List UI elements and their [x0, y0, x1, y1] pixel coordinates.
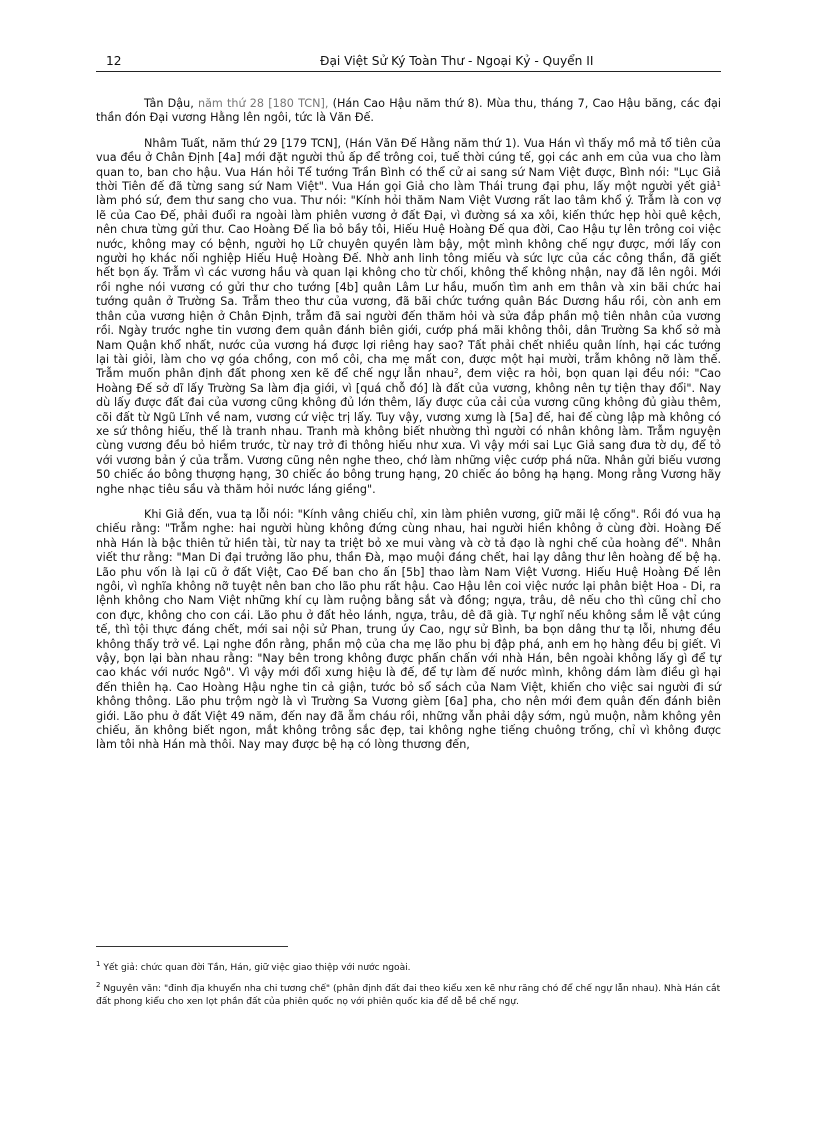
p1-text-a: Tân Dậu, — [144, 97, 198, 110]
paragraph-1 — [96, 97, 721, 126]
footnote-2-mark: 2 — [96, 981, 101, 990]
footnote-1-text: Yết giả: chức quan đời Tần, Hán, giữ việc giao thiệp với nước ngoài. — [100, 963, 411, 973]
p1-year-note: năm thứ 28 [180 TCN], — [197, 97, 329, 110]
footnote-ref-1[interactable]: 1 — [716, 180, 721, 189]
p2-text-b: làm phó sứ, đem thư sang cho vua. Thư nói: "Kính hỏi thăm Nam Việt Vương rất lao tâm khổ ý. Trẫm là con vợ lẽ của Cao Đế, phải đuổi ra ngoài làm phiên vương ở đất Đại, vì đường sá xa xôi, kiến thức hẹp hòi quê kệch, nên chưa từng gửi thư. Cao Hoàng Đế lìa bỏ bầy tôi, Hiếu Huệ Hoàng Đế qua đời, Cao Hậu tự lên trông coi việc nước, không may có bệnh, người họ Lữ chuyên quyền làm bậy, một mình không chế ngự được, mới lấy con người họ khác nối nghiệp Hiếu Huệ Hoàng Đế. Nhờ anh linh tông miếu và sức lực của các công thần, đã giết hết bọn ấy. Trẫm vì các vương hầu và quan lại không cho từ chối, không thể không nhận, nay đã lên ngôi. Mới rồi nghe nói vương có gửi thư cho tướng [4b] quân Lâm Lư hầu, muốn tìm anh em thân và xin bãi chức hai tướng quân ở Trường Sa. Trẫm theo thư của vương, đã bãi chức tướng quân Bác Dương hầu rồi, còn anh em thân của vương hiện ở Chân Định, trẫm đã sai người đến thăm hỏi và sửa đắp phần mộ tiên nhân của vương rồi. Ngày trước nghe tin vương đem quân đánh biên giới, cướp phá mãi không thôi, dân Trường Sa khổ sở mà Nam Quận khổ nhất, nước của vương há được lợi riêng hay sao? Tất phải chết nhiều quân lính, hại các tướng lại tài giỏi, làm cho vợ góa chồng, con mồ côi, cha mẹ mất con, được một hại mười, trẫm không nỡ làm thế. Trẫm muốn phân định đất phong xen kẽ để chế ngự lẫn nhau — [96, 194, 721, 381]
footnote-2-text: Nguyên văn: "đinh địa khuyển nha chi tương chế" (phân định đất đai theo kiểu xen kẽ như răng chó để chế ngự lẫn nhau). Nhà Hán cắt đất phong kiểu cho xen lọt phần đất của phiên quốc nọ với phiên quốc kia để dễ bề chế ngự. — [96, 984, 721, 1007]
footnote-1 — [96, 962, 721, 974]
body-text — [96, 97, 721, 764]
footnote-1-mark: 1 — [96, 960, 101, 968]
footnote-ref-2[interactable]: 2 — [453, 367, 459, 376]
footnote-divider — [96, 946, 288, 947]
running-title: Đại Việt Sử Ký Toàn Thư - Ngoại Kỷ - Quyển II — [320, 54, 594, 68]
p2-text-c: , đem việc ra hỏi, bọn quan lại đều nói: "Cao Hoàng Đế sở dĩ lấy Trường Sa làm địa giới, vì [quá chỗ đó] là đất của vương, không nên tự tiện thay đổi". Nay dù lấy được đất đai của vương cũng không đủ lớn thêm, lấy được của cải của vương cũng không đủ giàu thêm, cõi đất từ Ngũ Lĩnh về nam, vương cứ việc trị lấy. Tuy vậy, vương xưng là [5a] đế, hai đế cùng lập mà không có xe sứ thông hiếu, thế là tranh nhau. Tranh mà không biết nhường thì người có nhân không làm. Trẫm nguyện cùng vương đều bỏ hiềm trước, từ nay trở đi thông hiếu như xưa. Vì vậy mới sai Lục Giả sang đưa tờ dụ, để tỏ với vương bản ý của trẫm. Vương cũng nên nghe theo, chớ làm những việc cướp phá nữa. Nhân gửi biếu vương 50 chiếc áo bông thượng hạng, 30 chiếc áo bông trung hạng, 20 chiếc áo bông hạ hạng. Mong rằng Vương hãy nghe nhạc tiêu sầu và thăm hỏi nước láng giềng". — [96, 367, 721, 496]
p1-text-c: (Hán Cao Hậu năm thứ 8). Mùa thu, tháng 7, Cao Hậu băng, các đại thần đón Đại vương Hằng lên ngôi, tức là Văn Đế. — [96, 97, 722, 125]
paragraph-3: Khi Giả đến, vua tạ lỗi nói: "Kính vâng chiếu chỉ, xin làm phiên vương, giữ mãi lệ cống". Rồi đó vua hạ chiếu rằng: "Trẫm nghe: hai người hùng không đứng cùng nhau, hai người hiền không ở cùng đời. Hoàng Đế nhà Hán là bậc thiên tử hiền tài, từ nay ta triệt bỏ xe mui vàng và cờ tả đạo là nghi chế của hoàng đế". Nhân viết thư rằng: "Man Di đại trưởng lão phu, thần Đà, mạo muội đáng chết, hai lạy dâng thư lên hoàng đế bệ hạ. Lão phu vốn là lại cũ ở đất Việt, Cao Đế ban cho ấn [5b] thao làm Nam Việt Vương. Hiếu Huệ Hoàng Đế lên ngôi, vì nghĩa không nỡ tuyệt nên ban cho lão phu rất hậu. Cao Hậu lên coi việc nước lại phân biệt Hoa - Di, ra lệnh không cho Nam Việt những khí cụ làm ruộng bằng sắt và đồng; ngựa, trâu, dê nếu cho thì cũng chỉ cho con đực, không cho con cái. Lão phu ở đất hẻo lánh, ngựa, trâu, dê đã già. Tự nghĩ nếu không sắm lễ vật cúng tế, thì tội thực đáng chết, mới sai nội sử Phan, trung úy Cao, ngự sử Bình, ba bọn dâng thư tạ lỗi, nhưng đều không thấy trở về. Lại nghe đồn rằng, phần mộ của cha mẹ lão phu bị đập phá, anh em họ hàng đều bị giết. Vì vậy, bọn lại bàn nhau rằng: "Nay bên trong không được phấn chấn với nhà Hán, bên ngoài không lấy gì để tự cao khác với nước Ngô". Vì vậy mới đổi xưng hiệu là đế, để tự làm đế nước mình, không dám làm điều gì hại đến thiên hạ. Cao Hoàng Hậu nghe tin cả giận, tước bỏ sổ sách của Nam Việt, khiến cho việc sai người đi sứ không thông. Lão phu trộm ngờ là vì Trường Sa Vương gièm [6a] pha, cho nên mới đem quân đến đánh biên giới. Lão phu ở đất Việt 49 năm, đến nay đã ẵm cháu rồi, những vẫn phải dậy sớm, ngủ muộn, nằm không yên chiếu, ăn không biết ngon, mắt không trông sắc đẹp, tai không nghe tiếng chuông trống, chỉ vì không được làm tôi nhà Hán mà thôi. Nay may được bệ hạ có lòng thương đến, — [96, 507, 721, 752]
paragraph-2 — [96, 137, 721, 497]
footnotes — [96, 962, 721, 1017]
p2-text-a: Nhâm Tuất, năm thứ 29 [179 TCN], (Hán Văn Đế Hằng năm thứ 1). Vua Hán vì thấy mồ mả tổ tiên của vua đều ở Chân Định [4a] mới đặt người thủ ấp để trông coi, tuế thời cúng tế, gọi các anh em của vua cho làm quan to, ban cho hậu. Vua Hán hỏi Tể tướng Trần Bình có thể cử ai sang sứ Nam Việt được, Bình nói: "Lục Giả thời Tiên đế đã từng sang sứ Nam Việt". Vua Hán gọi Giả cho làm Thái trung đại phu, lấy một người yết giả — [96, 136, 721, 194]
running-header — [96, 53, 721, 72]
page-number: 12 — [106, 54, 122, 68]
footnote-2 — [96, 983, 721, 1008]
